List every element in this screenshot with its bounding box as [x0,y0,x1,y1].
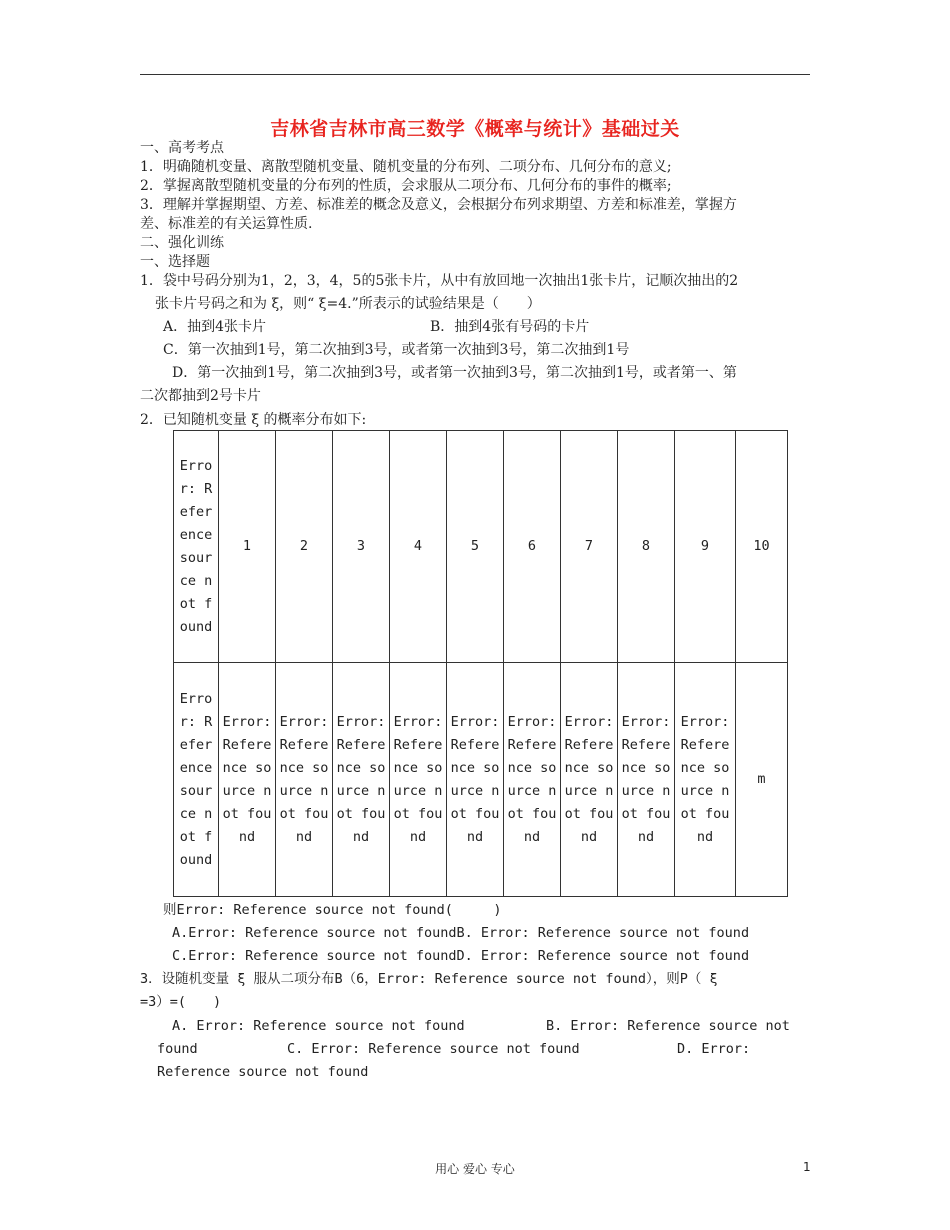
table-cell: 5 [447,431,504,663]
table-cell: 6 [504,431,561,663]
table-cell: Error: Reference source not found [219,663,276,897]
section-heading-1: 一、高考考点 [140,140,224,156]
q1-stem-line2: 张卡片号码之和为 ξ，则“ ξ=4.”所表示的试验结果是（ ） [155,296,541,312]
table-cell: Error: Reference source not found [333,663,390,897]
q1-option-a: A．抽到4张卡片 [163,319,267,335]
table-cell: 2 [276,431,333,663]
table-cell: Error: Reference source not found [447,663,504,897]
q3-option-d: D. Error: [677,1041,751,1057]
table-cell: m [736,663,788,897]
q3-option-b: B. Error: Reference source not [546,1018,790,1034]
header-rule [140,74,810,75]
q1-option-c: C．第一次抽到1号，第二次抽到3号，或者第一次抽到3号，第二次抽到1号 [163,342,630,358]
q2-options-cd: C.Error: Reference source not foundD. Error: Reference source not found [172,948,750,964]
table-cell: 3 [333,431,390,663]
q3-option-d-cont: Reference source not found [157,1064,369,1080]
q3-option-b-cont: found [157,1041,198,1057]
table-cell: 10 [736,431,788,663]
table-row [174,663,788,897]
q2-after-table: 则Error: Reference source not found( ) [163,902,502,918]
table-cell: Error: Reference source not found [174,663,219,897]
table-cell: 8 [618,431,675,663]
page-footer: 用心 爱心 专心 [435,1162,515,1176]
section-heading-3: 一、选择题 [140,254,210,270]
table-cell: Error: Reference source not found [618,663,675,897]
table-cell: Error: Reference source not found [276,663,333,897]
table-cell: Error: Reference source not found [174,431,219,663]
table-cell: Error: Reference source not found [675,663,736,897]
paragraph-3a: 3．理解并掌握期望、方差、标准差的概念及意义，会根据分布列求期望、方差和标准差，掌握方 [140,197,737,213]
q3-stem-line2: =3）=( ) [140,994,222,1010]
table-cell: Error: Reference source not found [561,663,618,897]
q1-stem-line1: 1．袋中号码分别为1，2，3，4，5的5张卡片，从中有放回地一次抽出1张卡片，记顺次抽出的2 [140,273,739,289]
q3-option-a: A. Error: Reference source not found [172,1018,465,1034]
probability-table [173,430,788,897]
document-title: 吉林省吉林市高三数学《概率与统计》基础过关 [270,118,680,140]
table-cell: 9 [675,431,736,663]
table-cell: Error: Reference source not found [504,663,561,897]
q1-option-b: B．抽到4张有号码的卡片 [430,319,590,335]
section-heading-2: 二、强化训练 [140,235,224,251]
paragraph-2: 2．掌握离散型随机变量的分布列的性质，会求服从二项分布、几何分布的事件的概率; [140,178,672,194]
table-row [174,431,788,663]
table-cell: 1 [219,431,276,663]
q2-stem: 2．已知随机变量 ξ 的概率分布如下: [140,412,367,428]
paragraph-1: 1．明确随机变量、离散型随机变量、随机变量的分布列、二项分布、几何分布的意义; [140,159,672,175]
table-cell: 4 [390,431,447,663]
q3-option-c: C. Error: Reference source not found [287,1041,580,1057]
q3-stem-line1: 3．设随机变量 ξ 服从二项分布B（6，Error: Reference source not found），则P（ ξ [140,971,718,987]
table-cell: 7 [561,431,618,663]
page-number: 1 [803,1160,811,1174]
table-cell: Error: Reference source not found [390,663,447,897]
paragraph-3b: 差、标准差的有关运算性质. [140,216,313,232]
q1-option-d-line2: 二次都抽到2号卡片 [140,388,261,404]
q2-options-ab: A.Error: Reference source not foundB. Error: Reference source not found [172,925,750,941]
q1-option-d-line1: D．第一次抽到1号，第二次抽到3号，或者第一次抽到3号，第二次抽到1号，或者第一、第 [172,365,737,381]
